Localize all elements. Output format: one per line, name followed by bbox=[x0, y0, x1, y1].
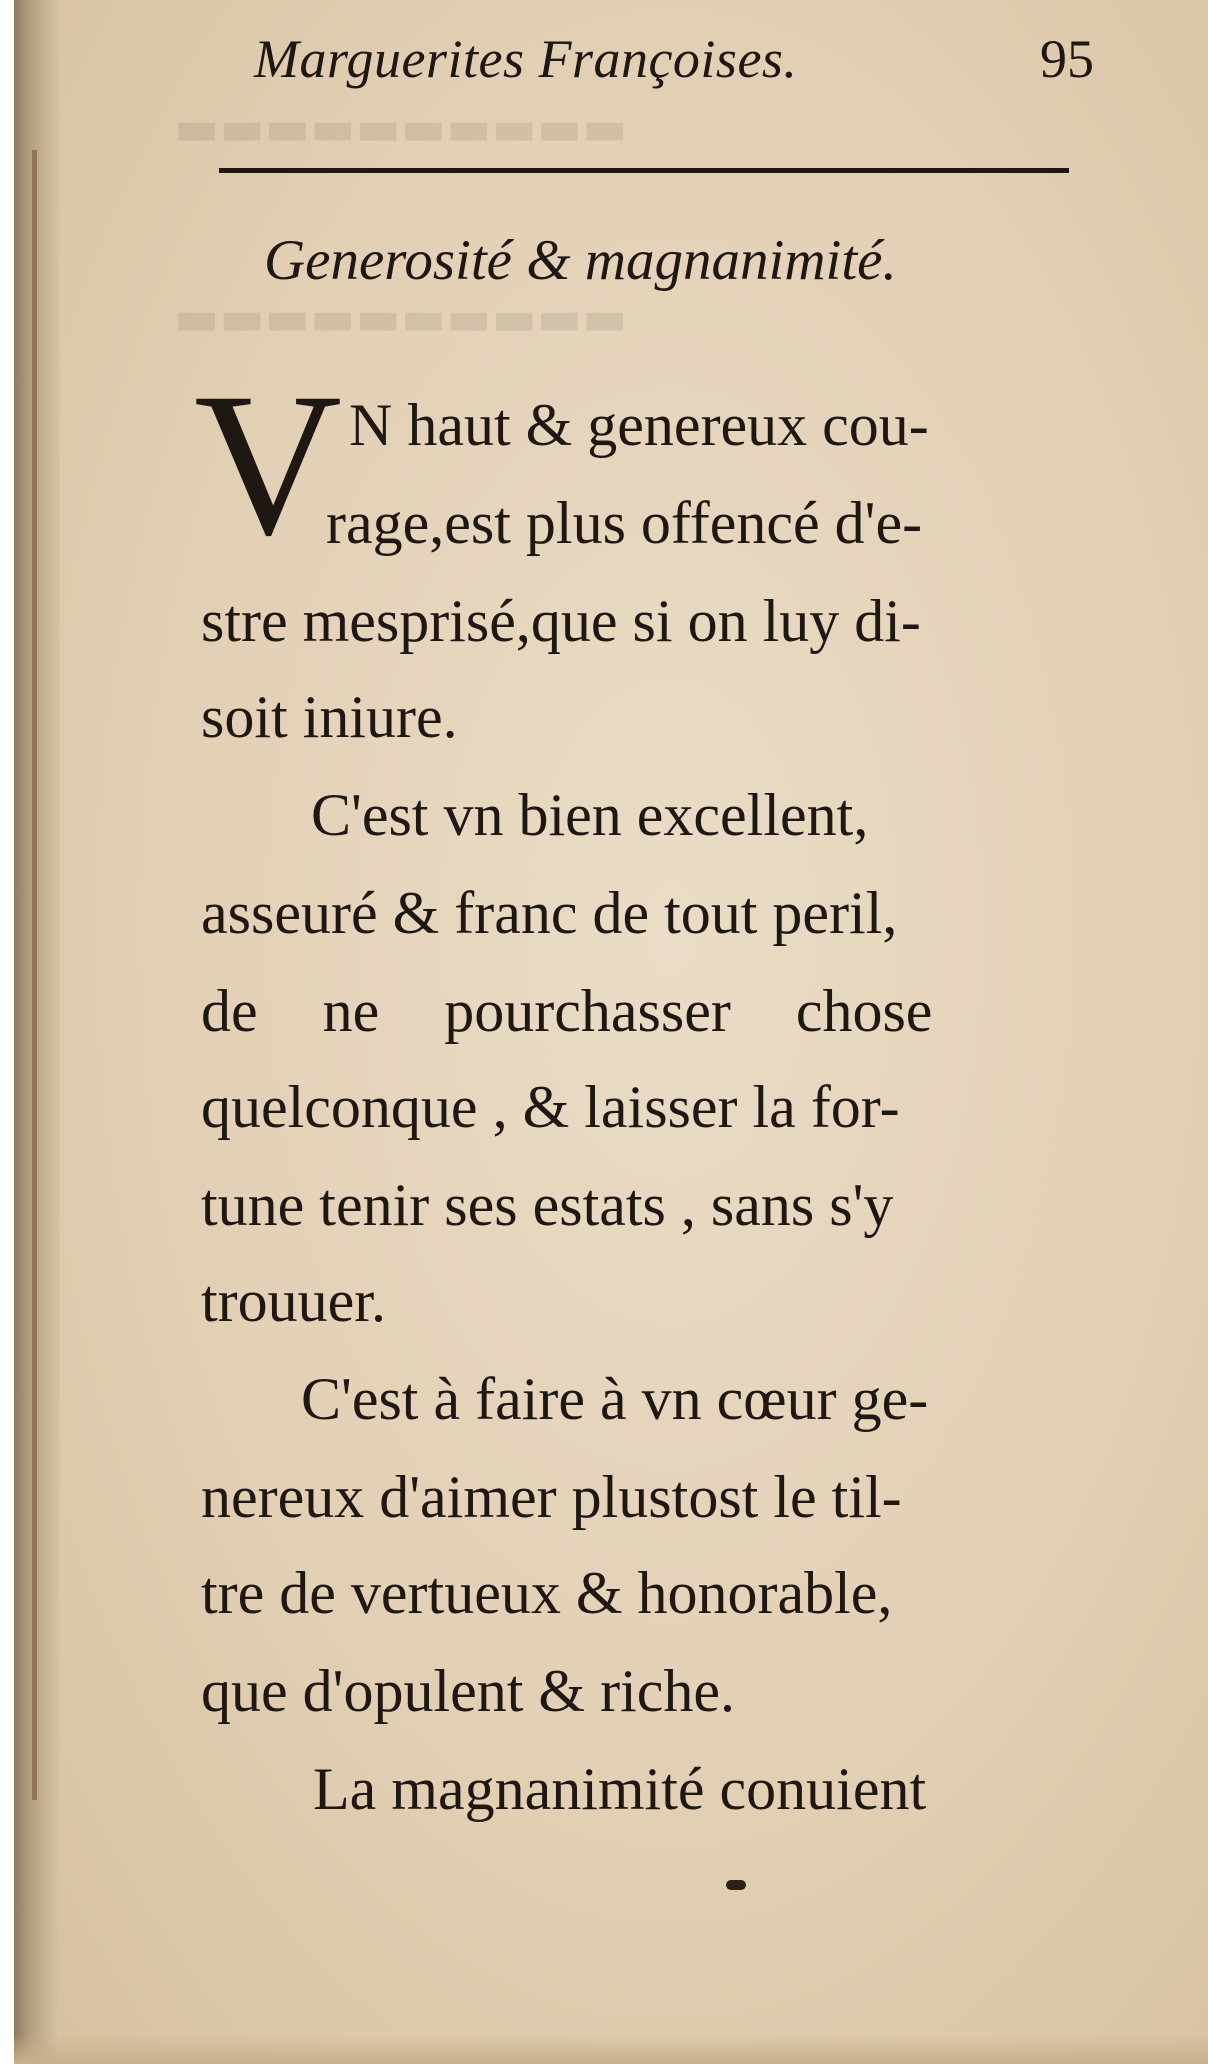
text-line: tre de vertueux & honorable, bbox=[201, 1560, 893, 1626]
section-heading: Generosité & magnanimité. bbox=[264, 229, 897, 292]
page-number: 95 bbox=[1040, 29, 1094, 89]
text-line: asseuré & franc de tout peril, bbox=[201, 880, 898, 946]
ink-mark bbox=[726, 1880, 746, 1890]
spine-binding-line bbox=[32, 150, 37, 1800]
page-bottom-edge bbox=[14, 2034, 1208, 2064]
book-page bbox=[14, 0, 1208, 2064]
text-line: que d'opulent & riche. bbox=[201, 1658, 735, 1724]
text-line: N haut & genereux cou- bbox=[349, 392, 929, 458]
page-header bbox=[254, 18, 1114, 98]
text-line: trouuer. bbox=[201, 1268, 386, 1334]
text-line: soit iniure. bbox=[201, 684, 458, 750]
text-line: quelconque , & laisser la for- bbox=[201, 1074, 900, 1140]
page-spine-shadow bbox=[14, 0, 60, 2064]
running-title: Marguerites Françoises. bbox=[254, 29, 798, 89]
drop-cap: V bbox=[194, 351, 343, 578]
bleed-through-texture: ▬▬▬▬▬▬▬▬▬▬ bbox=[174, 290, 628, 346]
bleed-through-texture: ▬▬▬▬▬▬▬▬▬▬ bbox=[174, 100, 628, 156]
text-line: tune tenir ses estats , sans s'y bbox=[201, 1172, 894, 1238]
header-rule bbox=[219, 168, 1069, 173]
text-line: nereux d'aimer plustost le til- bbox=[201, 1464, 902, 1530]
text-line: La magnanimité conuient bbox=[313, 1756, 927, 1822]
text-line: C'est vn bien excellent, bbox=[311, 782, 869, 848]
text-line: C'est à faire à vn cœur ge- bbox=[301, 1366, 929, 1432]
text-line: stre mesprisé,que si on luy di- bbox=[201, 588, 921, 654]
text-line: rage,est plus offencé d'e- bbox=[326, 490, 923, 556]
text-line: de ne pourchasser chose bbox=[201, 978, 933, 1044]
